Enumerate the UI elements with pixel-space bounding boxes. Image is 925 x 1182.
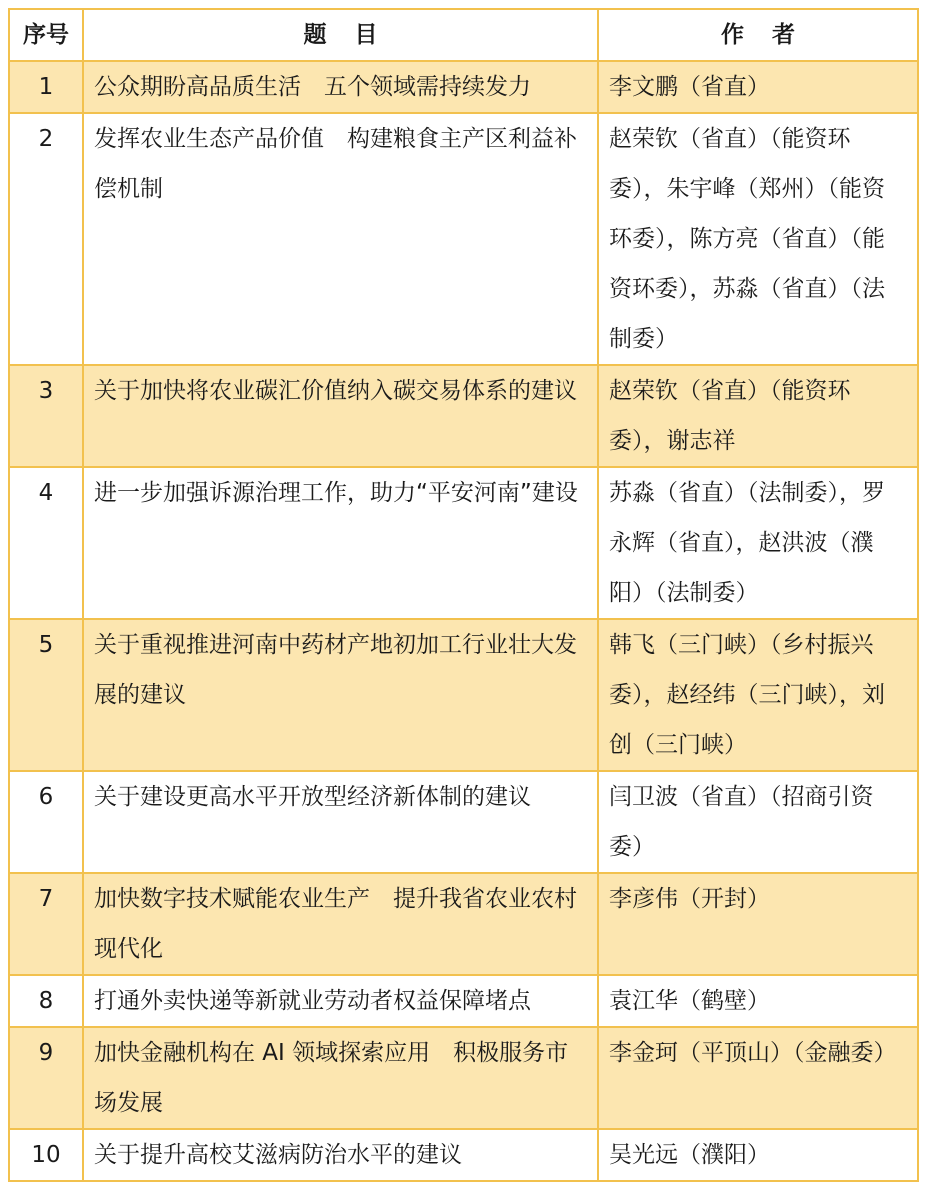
row-num: 10	[9, 1129, 83, 1181]
row-title: 关于提升高校艾滋病防治水平的建议	[83, 1129, 598, 1181]
table-container	[8, 8, 919, 1182]
table-row	[9, 113, 918, 365]
row-author: 李文鹏（省直）	[598, 61, 918, 113]
table-row	[9, 365, 918, 467]
table-row	[9, 619, 918, 771]
row-num: 6	[9, 771, 83, 873]
table-row	[9, 873, 918, 975]
row-author: 袁江华（鹤壁）	[598, 975, 918, 1027]
row-title: 加快数字技术赋能农业生产 提升我省农业农村现代化	[83, 873, 598, 975]
header-row	[9, 9, 918, 61]
row-author: 李彦伟（开封）	[598, 873, 918, 975]
row-title: 关于建设更高水平开放型经济新体制的建议	[83, 771, 598, 873]
table-row	[9, 1027, 918, 1129]
row-title: 关于加快将农业碳汇价值纳入碳交易体系的建议	[83, 365, 598, 467]
table-row	[9, 467, 918, 619]
row-num: 9	[9, 1027, 83, 1129]
row-author: 吴光远（濮阳）	[598, 1129, 918, 1181]
row-author: 闫卫波（省直）（招商引资委）	[598, 771, 918, 873]
row-author: 李金珂（平顶山）（金融委）	[598, 1027, 918, 1129]
row-num: 4	[9, 467, 83, 619]
row-title: 加快金融机构在 AI 领域探索应用 积极服务市场发展	[83, 1027, 598, 1129]
table-row	[9, 61, 918, 113]
row-title: 发挥农业生态产品价值 构建粮食主产区利益补偿机制	[83, 113, 598, 365]
header-author: 作者	[598, 9, 918, 61]
row-author: 韩飞（三门峡）（乡村振兴委），赵经纬（三门峡），刘创（三门峡）	[598, 619, 918, 771]
row-num: 1	[9, 61, 83, 113]
row-title: 进一步加强诉源治理工作，助力“平安河南”建设	[83, 467, 598, 619]
proposal-table	[8, 8, 919, 1182]
table-row	[9, 771, 918, 873]
row-num: 2	[9, 113, 83, 365]
row-author: 苏淼（省直）（法制委），罗永辉（省直），赵洪波（濮阳）（法制委）	[598, 467, 918, 619]
row-num: 5	[9, 619, 83, 771]
header-num: 序号	[9, 9, 83, 61]
row-title: 关于重视推进河南中药材产地初加工行业壮大发展的建议	[83, 619, 598, 771]
table-row	[9, 975, 918, 1027]
row-num: 3	[9, 365, 83, 467]
row-author: 赵荣钦（省直）（能资环委），谢志祥	[598, 365, 918, 467]
row-num: 7	[9, 873, 83, 975]
table-row	[9, 1129, 918, 1181]
row-title: 公众期盼高品质生活 五个领域需持续发力	[83, 61, 598, 113]
row-author: 赵荣钦（省直）（能资环委），朱宇峰（郑州）（能资环委），陈方亮（省直）（能资环委），苏淼（省直）（法制委）	[598, 113, 918, 365]
header-title: 题目	[83, 9, 598, 61]
row-title: 打通外卖快递等新就业劳动者权益保障堵点	[83, 975, 598, 1027]
row-num: 8	[9, 975, 83, 1027]
